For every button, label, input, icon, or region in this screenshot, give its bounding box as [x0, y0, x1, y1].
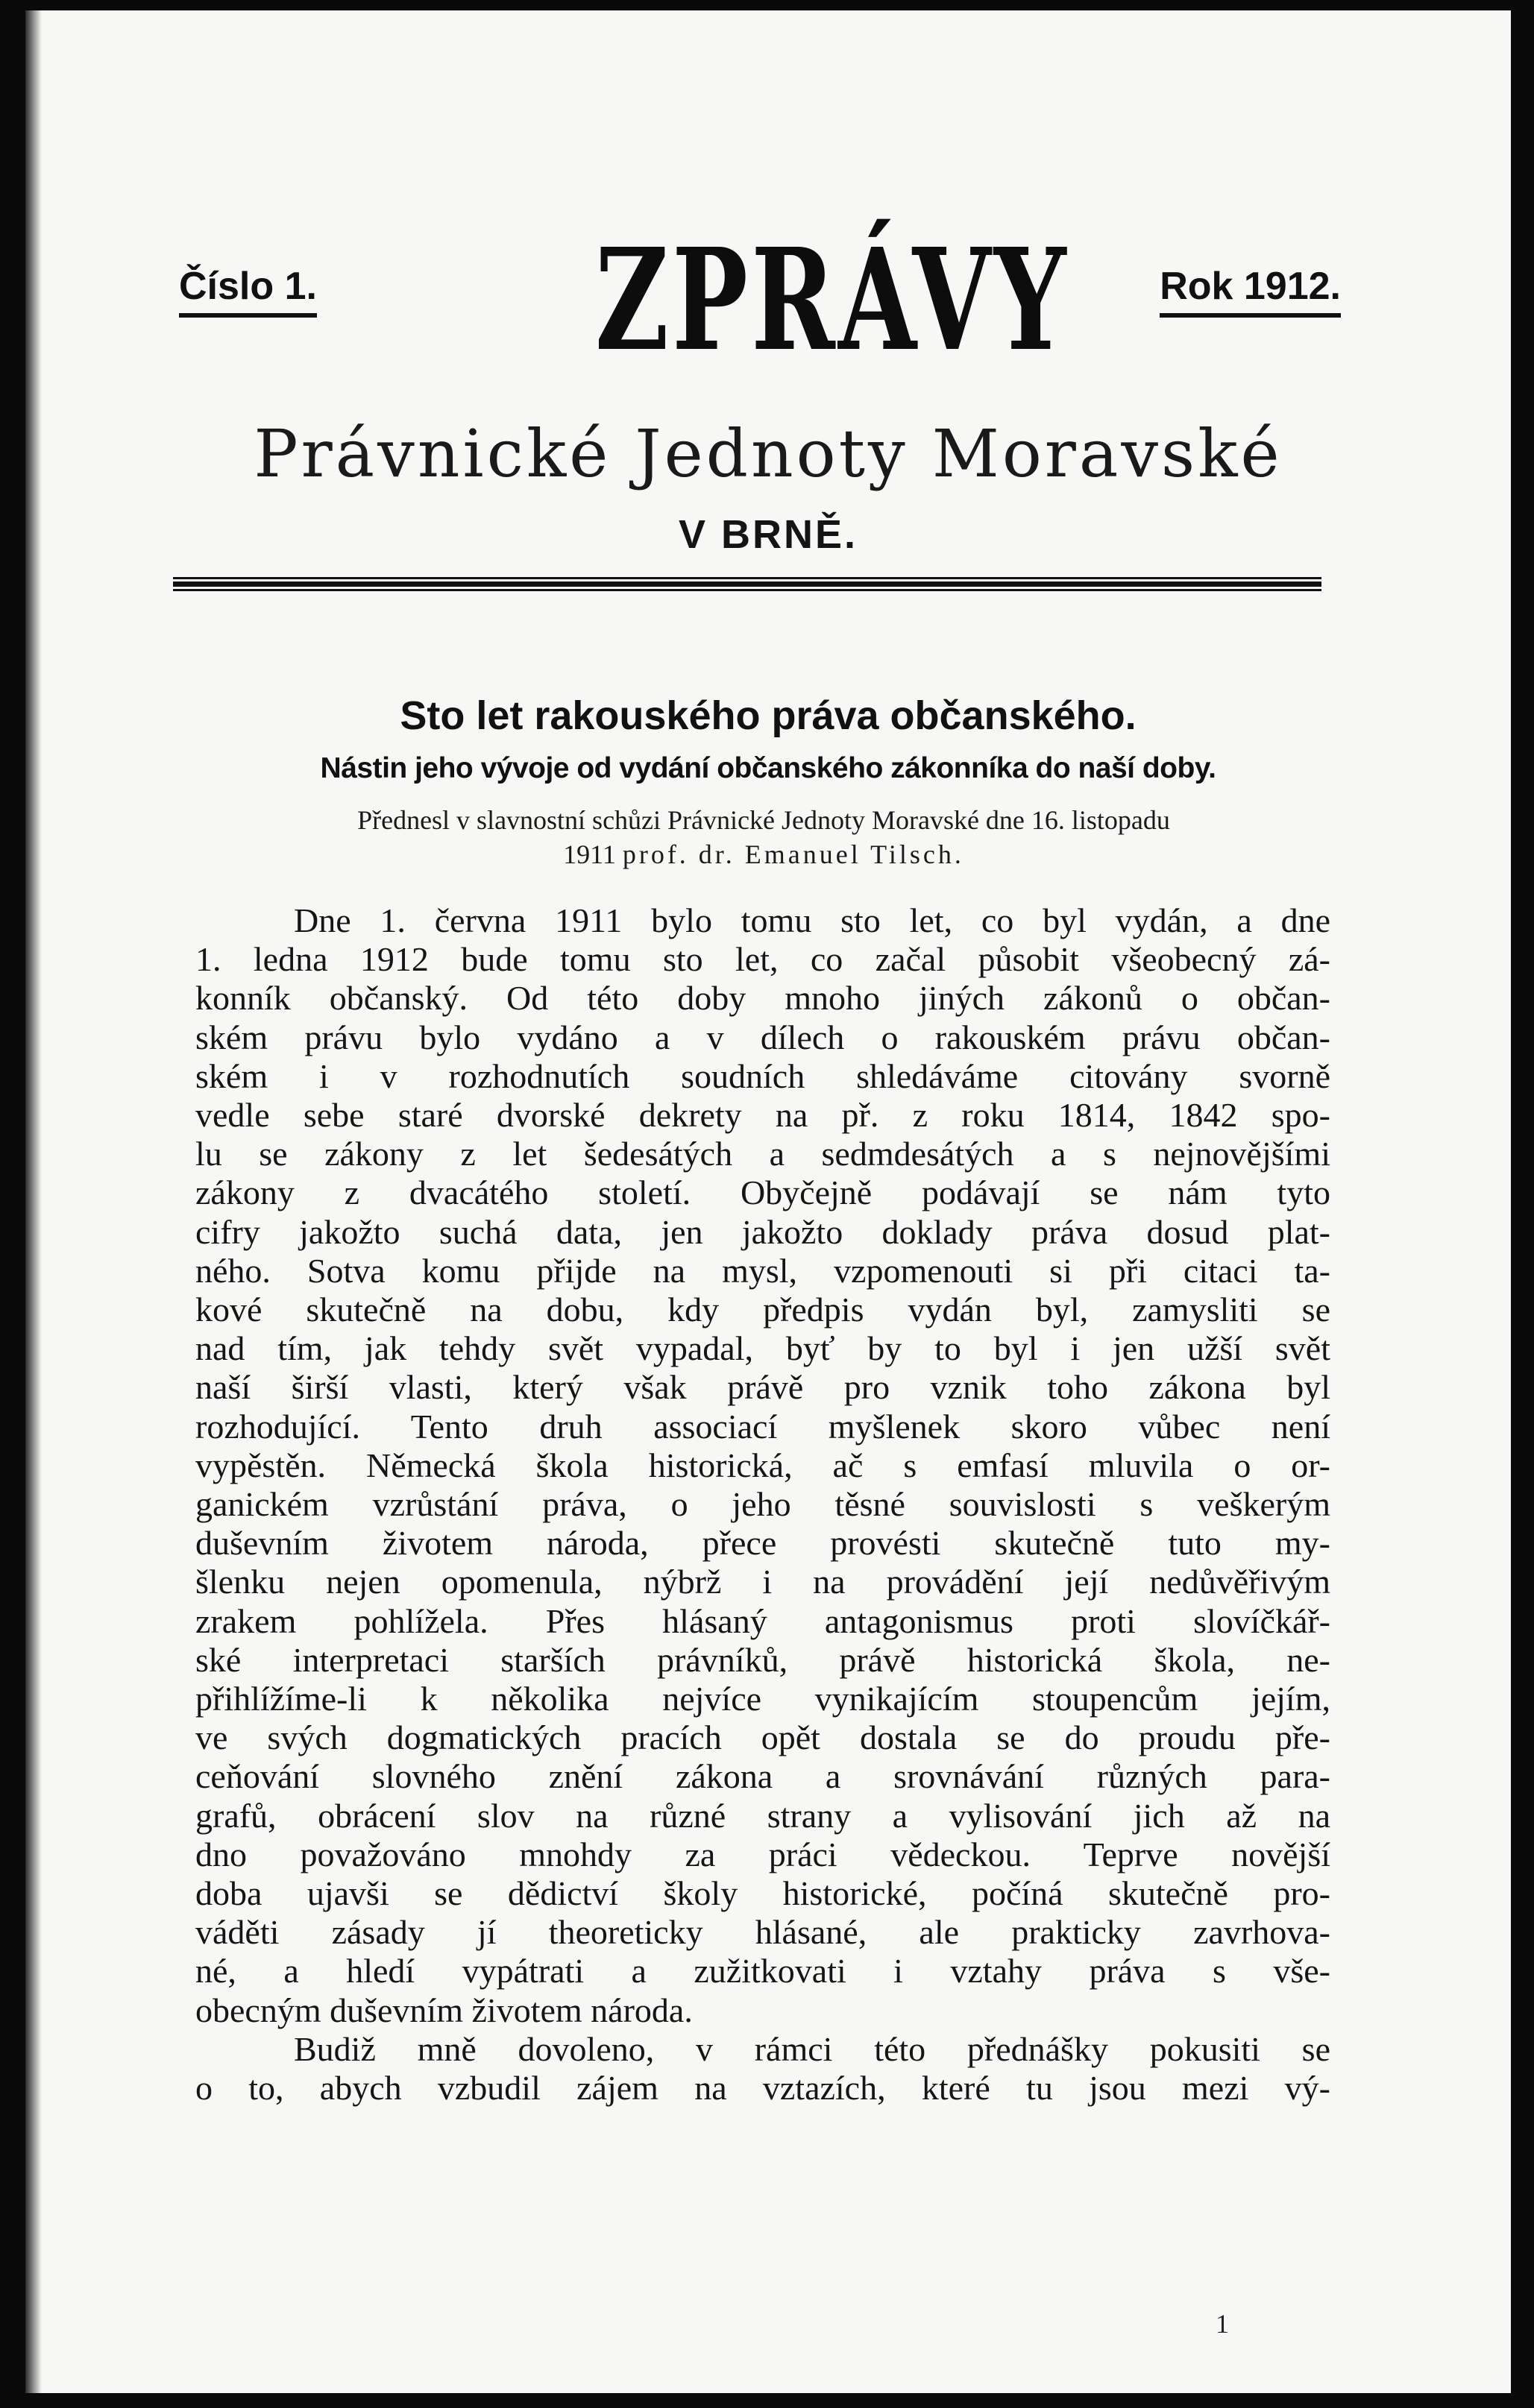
- document-page: [25, 10, 1511, 2393]
- body-line: Budiž mně dovoleno, v rámci této přednášky pokusiti se: [294, 2029, 1330, 2068]
- rule-thin-bottom: [173, 589, 1321, 591]
- article-byline: [197, 803, 1330, 872]
- body-line: ve svých dogmatických pracích opět dostala se do proudu pře-: [195, 1718, 1330, 1757]
- body-line: šlenku nejen opomenula, nýbrž i na provádění její nedůvěřivým: [195, 1563, 1330, 1601]
- article-subtitle: Nástin jeho vývoje od vydání občanského zákonníka do naší doby.: [320, 752, 1216, 784]
- body-line: vedle sebe staré dvorské dekrety na př. z roku 1814, 1842 spo-: [195, 1096, 1330, 1135]
- byline-line2: [197, 837, 1330, 872]
- journal-title: ZPRÁVY: [595, 218, 1069, 382]
- body-line: Dne 1. června 1911 bylo tomu sto let, co byl vydán, a dne: [294, 901, 1330, 939]
- body-line: nad tím, jak tehdy svět vypadal, byť by to byl i jen užší svět: [195, 1329, 1330, 1368]
- body-line: rozhodující. Tento druh associací myšlenek skoro vůbec není: [195, 1407, 1330, 1446]
- body-line: ském právu bylo vydáno a v dílech o rakouském právu občan-: [195, 1018, 1330, 1056]
- body-line: duševním životem národa, přece provésti skutečně tuto my-: [195, 1524, 1330, 1563]
- gutter-shadow: [25, 10, 42, 2393]
- body-line: cifry jakožto suchá data, jen jakožto doklady práva dosud plat-: [195, 1212, 1330, 1251]
- journal-subtitle: Právnické Jednoty Moravské: [254, 415, 1283, 492]
- journal-city: V BRNĚ.: [678, 512, 858, 557]
- rule-thick: [173, 581, 1321, 587]
- body-line: lu se zákony z let šedesátých a sedmdesátých a s nejnovějšími: [195, 1135, 1330, 1173]
- body-line: grafů, obrácení slov na různé strany a vylisování jich až na: [195, 1796, 1330, 1835]
- body-line: zákony z dvacátého století. Obyčejně podávají se nám tyto: [195, 1173, 1330, 1212]
- byline-author: prof. dr. Emanuel Tilsch.: [622, 839, 964, 869]
- issue-year: Rok 1912.: [1160, 264, 1341, 318]
- article-title: Sto let rakouského práva občanského.: [400, 693, 1137, 738]
- body-line: ském i v rozhodnutích soudních shledáváme citovány svorně: [195, 1056, 1330, 1095]
- body-line: obecným duševním životem národa.: [195, 1991, 693, 2029]
- body-line: 1. ledna 1912 bude tomu sto let, co začal působit všeobecný zá-: [195, 940, 1330, 979]
- byline-line1: Přednesl v slavnostní schůzi Právnické Jednoty Moravské dne 16. listopadu: [357, 805, 1170, 835]
- body-line: vypěstěn. Německá škola historická, ač s emfasí mluvila o or-: [195, 1446, 1330, 1484]
- body-line: ceňování slovného znění zákona a srovnávání různých para-: [195, 1757, 1330, 1796]
- body-line: ného. Sotva komu přijde na mysl, vzpomenouti si při citaci ta-: [195, 1251, 1330, 1290]
- byline-year: 1911: [563, 839, 616, 869]
- article-body: [195, 901, 1330, 2108]
- body-line: ganickém vzrůstání práva, o jeho těsné souvislosti s veškerým: [195, 1485, 1330, 1524]
- body-line: né, a hledí vypátrati a zužitkovati i vztahy práva s vše-: [195, 1952, 1330, 1991]
- body-line: ské interpretaci starších právníků, právě historická škola, ne-: [195, 1640, 1330, 1679]
- rule-thin-top: [173, 577, 1321, 579]
- page-number: 1: [1216, 2309, 1229, 2339]
- body-line: váděti zásady jí theoreticky hlásané, ale prakticky zavrhova-: [195, 1913, 1330, 1952]
- body-line: o to, abych vzbudil zájem na vztazích, které tu jsou mezi vý-: [195, 2069, 1330, 2108]
- body-line: doba ujavši se dědictví školy historické, počíná skutečně pro-: [195, 1874, 1330, 1913]
- body-line: zrakem pohlížela. Přes hlásaný antagonismus proti slovíčkář-: [195, 1601, 1330, 1640]
- body-line: přihlížíme-li k několika nejvíce vynikajícím stoupencům jejím,: [195, 1680, 1330, 1718]
- body-line: konník občanský. Od této doby mnoho jiných zákonů o občan-: [195, 979, 1330, 1018]
- issue-number: Číslo 1.: [179, 264, 317, 318]
- body-line: dno považováno mnohdy za práci vědeckou. Teprve novější: [195, 1835, 1330, 1873]
- masthead-rule: [173, 577, 1321, 593]
- body-line: naší širší vlasti, který však právě pro vznik toho zákona byl: [195, 1368, 1330, 1407]
- body-line: kové skutečně na dobu, kdy předpis vydán byl, zamysliti se: [195, 1290, 1330, 1329]
